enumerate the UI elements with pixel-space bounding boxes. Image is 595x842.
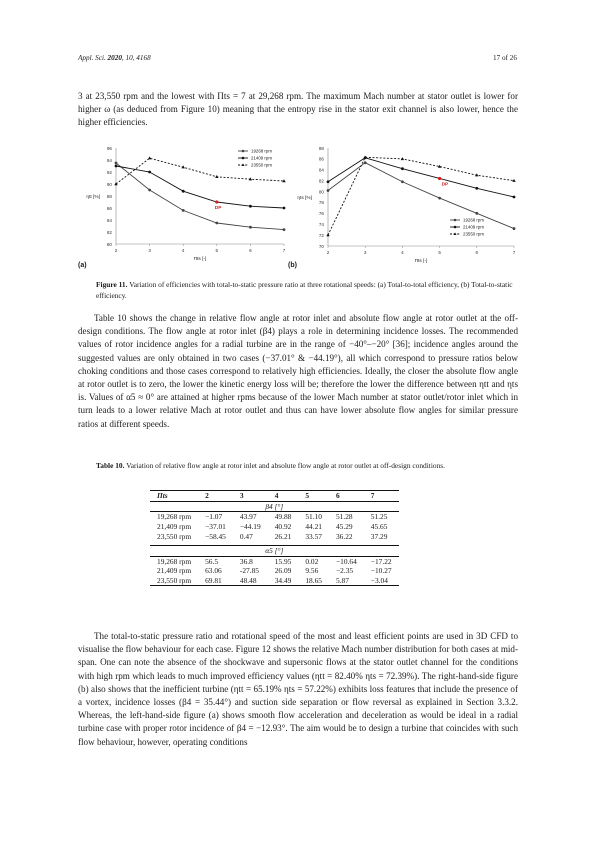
table-cell: 51.25	[370, 512, 388, 522]
data-point	[513, 227, 516, 230]
x-tick-label: 7	[282, 248, 286, 253]
table-caption-text: Variation of relative flow angle at rotor inlet and absolute flow angle at rotor outlet at off-design conditions.	[126, 461, 446, 470]
table-cell: 26.09	[274, 566, 292, 576]
legend-label: 23550 rpm	[463, 231, 484, 237]
y-tick-label: 84	[318, 167, 324, 173]
table-row	[150, 576, 399, 586]
dp-label: DP	[214, 206, 222, 211]
panel-label-a: (a)	[78, 262, 87, 269]
y-tick-label: 76	[318, 211, 324, 217]
y-tick-label: 92	[106, 169, 112, 175]
table-cell: 48.48	[233, 576, 268, 586]
table-cell: 37.29	[370, 531, 388, 541]
table-row	[150, 556, 399, 566]
chart-b	[297, 140, 520, 264]
table-cell: 23,550 rpm	[157, 531, 192, 541]
y-tick-label: 96	[106, 145, 112, 151]
table-cell: 19,268 rpm	[157, 556, 192, 566]
y-tick-label: 82	[318, 178, 324, 184]
paragraph-2-text: Table 10 shows the change in relative flow angle at rotor inlet and absolute flow angle at rotor outlet at the off-design conditions. The flow angle at rotor inlet (β4) plays a role in determining incidence losses. The recommended values of rotor incidence angles for a radial turbine are in the range of −40°–−20° [36]; incidence angles around the suggested values are only obtained in two cases (−37.01° & −44.19°), all which correspond to pressure ratios below choking conditions and those cases correspond to relatively high efficiencies. Ideally, the closer the absolute flow angle at rotor outlet is to zero, the lower the kinetic energy loss will be; therefore the lower the difference between ηtt and ηts is. Values of α5 ≈ 0° are attained at higher rpms because of the lower Mach number at stator outlet/rotor inlet which in turn leads to a lower relative Mach at rotor outlet and thus can have lower absolute flow angles for similar pressure ratios at different speeds.	[78, 313, 518, 429]
figure-11b	[297, 140, 520, 267]
table-cell: 23,550 rpm	[150, 576, 198, 586]
table-10	[150, 490, 399, 586]
table-cell: 45.65	[370, 522, 388, 532]
data-point	[364, 161, 367, 164]
y-tick-label: 86	[106, 205, 112, 211]
table-header-cell: 3	[233, 491, 268, 502]
y-tick-label: 78	[318, 200, 324, 206]
legend-marker	[454, 226, 457, 229]
data-point	[249, 226, 252, 229]
table-cell: 26.21	[274, 531, 292, 541]
series-line	[328, 158, 514, 197]
table-cell: −1.07	[205, 512, 223, 522]
legend-marker	[242, 150, 245, 153]
data-point	[475, 187, 478, 190]
table-cell: 63.06	[205, 566, 222, 576]
y-tick-label: 90	[106, 181, 112, 187]
data-point	[401, 180, 404, 183]
figure-caption	[96, 280, 516, 301]
paragraph-3	[78, 630, 518, 749]
data-point	[215, 222, 218, 225]
table-header-cell: 2	[198, 491, 233, 502]
data-point	[475, 212, 478, 215]
table-cell: -27.85	[239, 566, 259, 576]
series-line	[328, 163, 514, 229]
data-point	[148, 156, 151, 159]
data-point	[115, 162, 118, 165]
data-point	[249, 205, 252, 208]
table-cell: 45.29	[335, 522, 353, 532]
table-cell: 43.97	[239, 512, 257, 522]
data-point	[283, 207, 286, 210]
panel-label-b: (b)	[288, 262, 297, 269]
figure-caption-text: Variation of efficiencies with total-to-static pressure ratio at three rotational speeds: (a) Total-to-total efficiency, (b) Total-to-static efficiency.	[96, 280, 513, 300]
x-tick-label: 2	[114, 248, 118, 253]
table-cell: 0.02	[305, 556, 319, 566]
y-tick-label: 86	[318, 156, 324, 162]
table-cell: 51.10	[305, 512, 322, 522]
x-tick-label: 5	[438, 250, 441, 255]
y-tick-label: 82	[106, 229, 112, 235]
y-tick-label: 88	[106, 193, 112, 199]
chart-a	[78, 140, 288, 262]
y-tick-label: 74	[318, 222, 324, 228]
table-header-cell: 4	[268, 491, 299, 502]
data-point	[283, 228, 286, 231]
y-tick-label: 80	[106, 241, 112, 247]
data-point	[148, 189, 151, 192]
data-point	[512, 179, 515, 182]
running-header	[78, 54, 517, 62]
table-section-label: α5 [°]	[150, 545, 399, 556]
table-10-grid	[150, 490, 399, 586]
x-tick-label: 6	[249, 248, 252, 253]
y-tick-label: 80	[318, 189, 324, 195]
table-cell: −10.27	[370, 566, 392, 576]
table-header-cell: 5	[298, 491, 329, 502]
table-section-label: β4 [°]	[150, 501, 399, 512]
y-tick-label: 70	[318, 243, 324, 249]
data-point	[115, 165, 118, 168]
legend-label: 19268 rpm	[463, 217, 484, 223]
table-cell: 36.8	[239, 556, 253, 566]
table-cell: 51.28	[335, 512, 353, 522]
table-cell: 9.56	[305, 566, 319, 576]
table-cell: −17.22	[370, 556, 392, 566]
table-cell: 44.21	[305, 522, 322, 532]
table-caption-label: Table 10.	[96, 461, 125, 470]
table-section-row	[150, 545, 399, 556]
figure-caption-label: Figure 11.	[96, 280, 128, 289]
paragraph-1-text: 3 at 23,550 rpm and the lowest with Πts = 7 at 29,268 rpm. The maximum Mach number at stator outlet is lower for higher ω (as deduced from Figure 10) meaning that the entropy rise in the stator exit channel is also lower, hence the higher efficiencies.	[78, 91, 518, 128]
legend-label: 21409 rpm	[463, 224, 484, 230]
table-cell: 0.47	[239, 531, 253, 541]
dp-marker	[215, 200, 218, 203]
table-header-cell: Πts	[150, 491, 198, 502]
x-tick-label: 6	[475, 250, 479, 255]
y-tick-label: 88	[318, 145, 324, 151]
x-tick-label: 5	[215, 248, 219, 253]
table-cell: −58.45	[205, 531, 226, 541]
table-cell: −37.01	[205, 522, 226, 532]
data-point	[327, 189, 330, 192]
table-cell: 5.87	[329, 576, 364, 586]
table-cell: −3.04	[364, 576, 399, 586]
table-row	[150, 531, 399, 541]
table-cell: 34.49	[268, 576, 299, 586]
data-point	[182, 190, 185, 193]
dp-marker	[438, 177, 441, 180]
y-tick-label: 84	[106, 217, 112, 223]
x-tick-label: 3	[148, 248, 151, 253]
series-line	[328, 157, 514, 235]
table-cell: 56.5	[205, 556, 219, 566]
y-tick-label: 72	[318, 232, 324, 238]
x-tick-label: 4	[181, 248, 185, 253]
table-row	[150, 566, 399, 576]
table-header-row	[150, 491, 399, 502]
x-axis-label: Πts [-]	[414, 259, 428, 264]
table-cell: −10.64	[335, 556, 357, 566]
data-point	[148, 171, 151, 174]
table-cell: 15.95	[274, 556, 292, 566]
legend-label: 21409 rpm	[251, 155, 272, 161]
paragraph-1	[78, 90, 518, 130]
figure-11	[78, 140, 288, 267]
data-point	[401, 157, 404, 160]
table-section-row	[150, 501, 399, 512]
legend-marker	[242, 157, 245, 160]
table-cell: 18.65	[298, 576, 329, 586]
table-row	[150, 522, 399, 532]
journal-citation: Appl. Sci. 2020, 10, 4168	[78, 54, 151, 62]
x-axis-label: Πts [-]	[193, 257, 207, 262]
legend-label: 23550 rpm	[251, 162, 272, 168]
legend-label: 19268 rpm	[251, 148, 272, 154]
y-tick-label: 94	[106, 157, 112, 163]
table-header-cell: 7	[364, 491, 399, 502]
table-cell: 69.81	[198, 576, 233, 586]
data-point	[401, 167, 404, 170]
y-axis-label: ηts [%]	[297, 196, 312, 201]
table-caption	[96, 461, 516, 472]
data-point	[327, 180, 330, 183]
table-cell: −2.35	[335, 566, 354, 576]
x-tick-label: 3	[363, 250, 367, 255]
table-header-cell: 6	[329, 491, 364, 502]
data-point	[182, 209, 185, 212]
y-axis-label: ηtt [%]	[86, 195, 100, 200]
table-cell: 19,268 rpm	[157, 512, 192, 522]
data-point	[513, 196, 516, 199]
dp-label: DP	[441, 182, 449, 188]
x-tick-label: 2	[326, 250, 330, 255]
x-tick-label: 4	[401, 250, 404, 255]
table-cell: 33.57	[305, 531, 322, 541]
x-tick-label: 7	[512, 250, 516, 255]
legend-marker	[454, 219, 457, 222]
data-point	[326, 233, 329, 236]
paragraph-3-text: The total-to-static pressure ratio and rotational speed of the most and least efficient points are used in 3D CFD to visualise the flow behaviour for each case. Figure 12 shows the relative Mach number distribution for both cases at mid-span. One can note the absence of the shockwave and supersonic flows at the stator outlet channel for the conditions with high rpm which leads to much improved efficiency values (ηtt = 82.40% ηts = 72.39%). The right-hand-side figure (b) also shows that the inefficient turbine (ηtt = 65.19% ηts = 57.22%) exhibits loss features that include the presence of a vortex, incidence losses (β4 = 35.44°) and suction side separation or flow reversal as explained in Section 3.3.2. Whereas, the left-hand-side figure (a) shows smooth flow acceleration and deceleration as would be ideal in a radial turbine case with proper rotor incidence of β4 = −12.93°. The aim would be to design a turbine that coincides with such flow behaviour, however, operating conditions	[78, 631, 518, 747]
page-number: 17 of 26	[493, 54, 517, 62]
table-row	[150, 512, 399, 522]
table-cell: 49.88	[274, 512, 292, 522]
paragraph-2	[78, 312, 518, 431]
data-point	[438, 197, 441, 200]
table-cell: −44.19	[239, 522, 261, 532]
table-cell: 21,409 rpm	[157, 522, 192, 532]
table-cell: 36.22	[335, 531, 353, 541]
table-cell: 40.92	[274, 522, 292, 532]
table-cell: 21,409 rpm	[157, 566, 192, 576]
